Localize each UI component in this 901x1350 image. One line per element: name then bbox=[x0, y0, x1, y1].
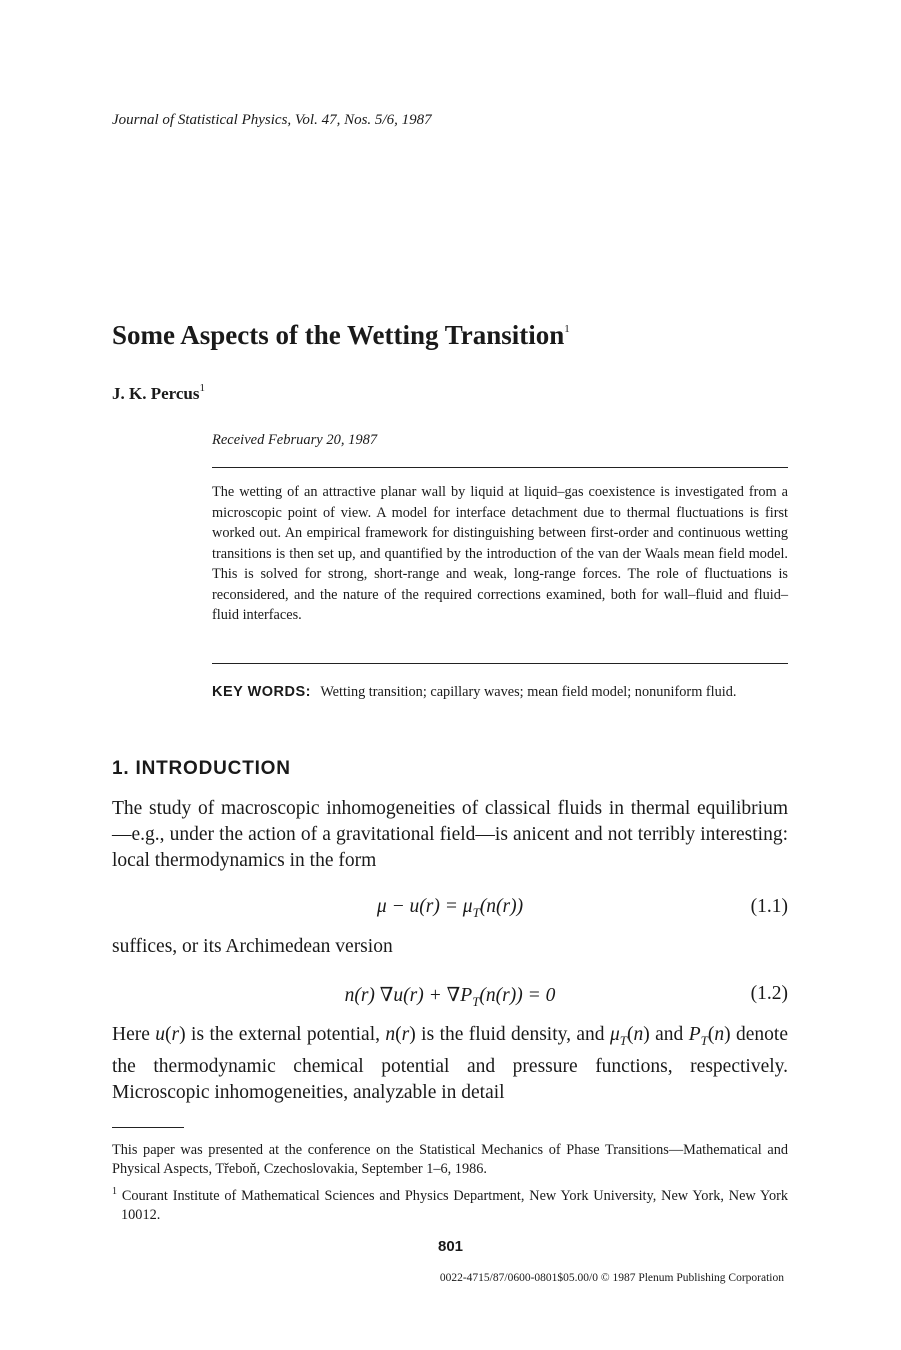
para2-text-b: is the external potential, bbox=[191, 1024, 380, 1045]
keywords bbox=[212, 682, 788, 703]
abstract: The wetting of an attractive planar wall by liquid at liquid–gas coexistence is investigated from a microscopic point of view. A model for interface detachment due to thermal fluctuations is first worked out. An empirical framework for distinguishing between first-order and continuous wetting transitions is then set up, and quantified by the introduction of the van der Waals mean field model. This is solved for strong, short-range and weak, long-range forces. The role of fluctuations is reconsidered, and the nature of the required corrections examined, both for wall–fluid and fluid–fluid interfaces. bbox=[212, 484, 788, 623]
para2-text-e: denote the thermodynamic chemical potential and pressure functions, respectively. Microscopic inhomogeneities, analyzable in detail bbox=[112, 1024, 788, 1103]
copyright-line: 0022-4715/87/0600-0801$05.00/0 © 1987 Plenum Publishing Corporation bbox=[439, 1272, 784, 1284]
paper-title bbox=[112, 320, 570, 351]
author bbox=[112, 382, 205, 404]
title-footnote-mark: 1 bbox=[564, 323, 570, 335]
equation-1-2-body: n(r) $\nabla u(r) + \nabla P_T(n(r)) = 0$ bbox=[344, 985, 556, 1009]
footnote-affiliation-mark: 1 bbox=[112, 1186, 117, 1197]
author-footnote-mark: 1 bbox=[199, 382, 206, 394]
paper-title-text: Some Aspects of the Wetting Transition bbox=[112, 320, 565, 350]
footnote-conference: This paper was presented at the conference on the Statistical Mechanics of Phase Transitions—Mathematical and Physical Aspects, Třeboň, Czechoslovakia, September 1–6, 1986. bbox=[112, 1142, 788, 1177]
abstract-top-rule bbox=[212, 467, 788, 468]
keywords-text: Wetting transition; capillary waves; mean field model; nonuniform fluid. bbox=[320, 684, 737, 700]
para2-text-d: and bbox=[655, 1024, 684, 1045]
received-date: Received February 20, 1987 bbox=[212, 432, 378, 448]
footnote-rule bbox=[112, 1127, 184, 1128]
equation-1-2-number: (1.2) bbox=[750, 983, 788, 1004]
para2-text-a: Here bbox=[112, 1024, 150, 1045]
equation-1-1-body: $\mu - u(r) = \mu_T(n(r))$ bbox=[376, 896, 524, 920]
intro-mid-text: suffices, or its Archimedean version bbox=[112, 936, 393, 957]
footnote-affiliation-text: Courant Institute of Mathematical Sciences and Physics Department, New York University, New York, New York 10012. bbox=[121, 1187, 788, 1223]
footnote-affiliation bbox=[112, 1182, 788, 1225]
intro-paragraph-2: Here u(r) is the external potential, n(r) is the fluid density, and $\mu_T(n)$ and $P_T(n)$ denote the thermodynamic chemical potential and pressure functions, respectively. Microscopic inhomogeneities, analyzable in detail bbox=[112, 1024, 788, 1103]
intro-paragraph-1: The study of macroscopic inhomogeneities of classical fluids in thermal equilibrium—e.g., under the action of a gravitational field—is anicent and not terribly interesting: local thermodynamics in the form bbox=[112, 798, 788, 871]
equation-1-1-number: (1.1) bbox=[750, 896, 788, 917]
journal-citation: Journal of Statistical Physics, Vol. 47, Nos. 5/6, 1987 bbox=[112, 112, 432, 128]
author-name: J. K. Percus bbox=[112, 384, 200, 403]
keywords-label: KEY WORDS: bbox=[212, 684, 311, 700]
abstract-bottom-rule bbox=[212, 663, 788, 664]
section-heading: 1. INTRODUCTION bbox=[112, 758, 291, 779]
page-number: 801 bbox=[437, 1238, 464, 1255]
para2-text-c: is the fluid density, and bbox=[421, 1024, 605, 1045]
